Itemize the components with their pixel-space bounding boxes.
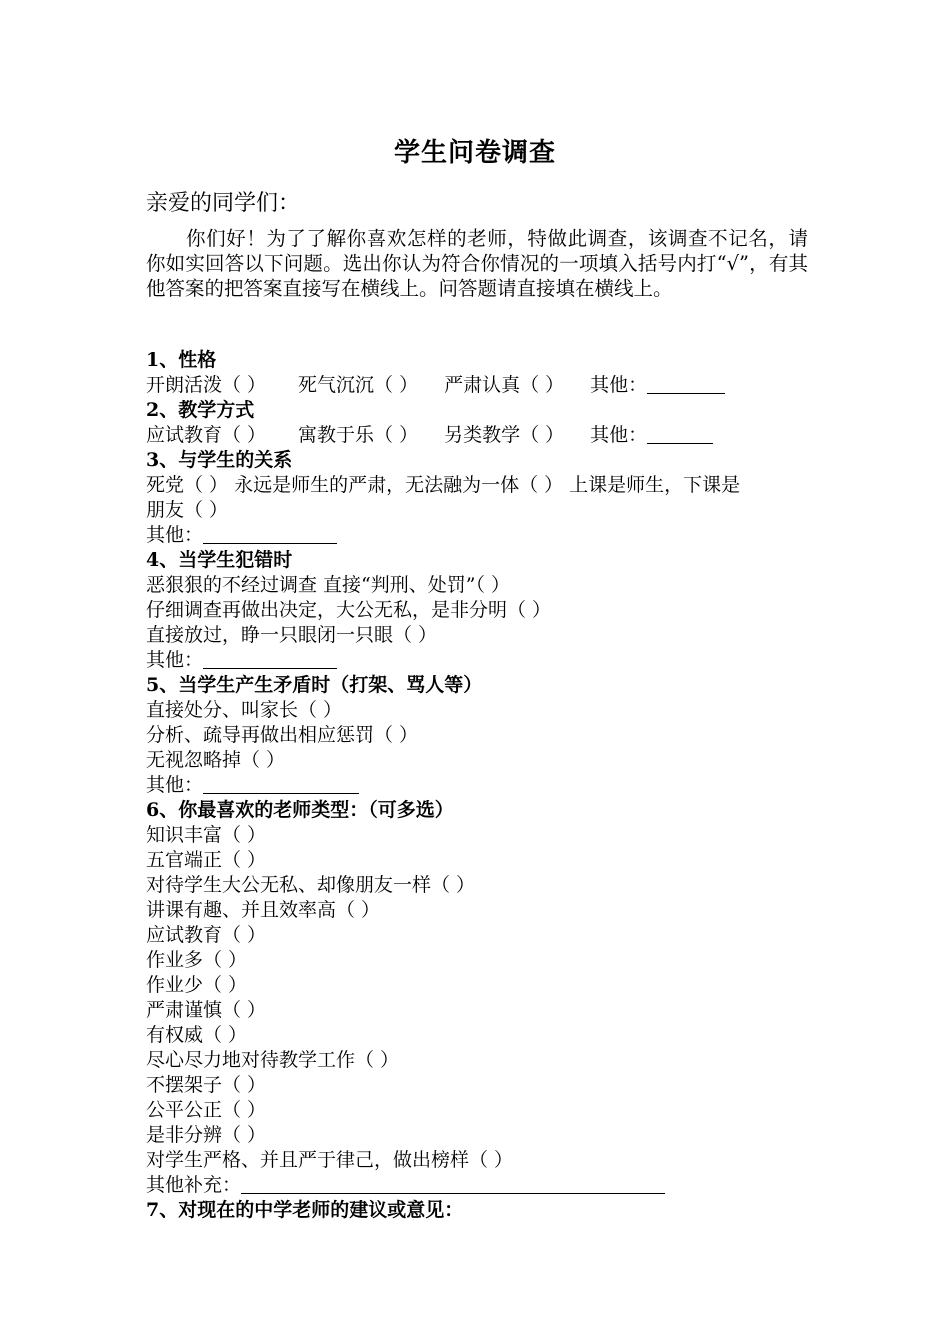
q3-options-line-1[interactable]: 死党（ ） 永远是师生的严肃，无法融为一体（ ） 上课是师生，下课是 (146, 474, 741, 496)
questions (146, 348, 826, 1223)
q1-option-2[interactable]: 死气沉沉（ ） (298, 374, 419, 396)
q4-option-1[interactable]: 恶狠狠的不经过调查 直接“判刑、处罚”（ ） (146, 574, 511, 596)
q6-option-5[interactable]: 应试教育（ ） (146, 924, 267, 946)
question-1-options (146, 373, 826, 398)
q5-option-1[interactable]: 直接处分、叫家长（ ） (146, 699, 343, 721)
q6-option-14[interactable]: 对学生严格、并且严于律己，做出榜样（ ） (146, 1149, 514, 1171)
q3-other-line (146, 523, 826, 548)
intro-paragraph: 你们好！为了了解你喜欢怎样的老师，特做此调查，该调查不记名，请你如实回答以下问题。选出你认为符合你情况的一项填入括号内打“√”，有其他答案的把答案直接写在横线上。问答题请直接填在横线上。 (146, 227, 808, 300)
question-1-title: 1、性格 (146, 349, 217, 371)
q2-other-label: 其他： (590, 424, 648, 446)
q6-option-9[interactable]: 有权威（ ） (146, 1024, 248, 1046)
q1-other-blank[interactable] (647, 374, 725, 394)
q6-other-label: 其他补充： (146, 1174, 242, 1196)
q2-option-3[interactable]: 另类教学（ ） (444, 424, 565, 446)
q2-option-1[interactable]: 应试教育（ ） (146, 424, 267, 446)
q6-option-11[interactable]: 不摆架子（ ） (146, 1074, 267, 1096)
greeting: 亲爱的同学们： (146, 191, 301, 216)
q6-other-blank[interactable] (241, 1174, 665, 1194)
q6-other-line (146, 1173, 826, 1198)
q4-option-3[interactable]: 直接放过，睁一只眼闭一只眼（ ） (146, 624, 438, 646)
q6-option-13[interactable]: 是非分辨（ ） (146, 1124, 267, 1146)
q5-option-3[interactable]: 无视忽略掉（ ） (146, 749, 286, 771)
q3-options-line-2[interactable]: 朋友（ ） (146, 499, 229, 521)
q6-option-3[interactable]: 对待学生大公无私、却像朋友一样（ ） (146, 874, 476, 896)
q2-option-2[interactable]: 寓教于乐（ ） (298, 424, 419, 446)
q1-option-3[interactable]: 严肃认真（ ） (444, 374, 565, 396)
q4-other-blank[interactable] (203, 649, 337, 669)
q5-other-line (146, 773, 826, 798)
q3-other-label: 其他： (146, 524, 204, 546)
q6-option-12[interactable]: 公平公正（ ） (146, 1099, 267, 1121)
q6-option-6[interactable]: 作业多（ ） (146, 949, 248, 971)
q3-other-blank[interactable] (203, 524, 337, 544)
question-6-title: 6、你最喜欢的老师类型：（可多选） (146, 799, 454, 821)
question-4-title: 4、当学生犯错时 (146, 549, 293, 571)
question-7-title: 7、对现在的中学老师的建议或意见： (146, 1199, 464, 1221)
q1-option-1[interactable]: 开朗活泼（ ） (146, 374, 267, 396)
q6-option-8[interactable]: 严肃谨慎（ ） (146, 999, 267, 1021)
q4-other-line (146, 648, 826, 673)
question-3-title: 3、与学生的关系 (146, 449, 293, 471)
q5-other-label: 其他： (146, 774, 204, 796)
q6-option-10[interactable]: 尽心尽力地对待教学工作（ ） (146, 1049, 400, 1071)
q1-other-label: 其他： (590, 374, 648, 396)
q6-option-7[interactable]: 作业少（ ） (146, 974, 248, 996)
q6-option-1[interactable]: 知识丰富（ ） (146, 824, 267, 846)
question-2-options (146, 423, 826, 448)
q4-other-label: 其他： (146, 649, 204, 671)
question-5-title: 5、当学生产生矛盾时（打架、骂人等） (146, 674, 483, 696)
q5-option-2[interactable]: 分析、疏导再做出相应惩罚（ ） (146, 724, 419, 746)
q6-option-2[interactable]: 五官端正（ ） (146, 849, 267, 871)
q6-option-4[interactable]: 讲课有趣、并且效率高（ ） (146, 899, 381, 921)
q4-option-2[interactable]: 仔细调查再做出决定，大公无私，是非分明（ ） (146, 599, 552, 621)
q5-other-blank[interactable] (203, 774, 359, 794)
q2-other-blank[interactable] (647, 424, 713, 444)
page-title: 学生问卷调查 (393, 138, 556, 168)
question-2-title: 2、教学方式 (146, 399, 255, 421)
